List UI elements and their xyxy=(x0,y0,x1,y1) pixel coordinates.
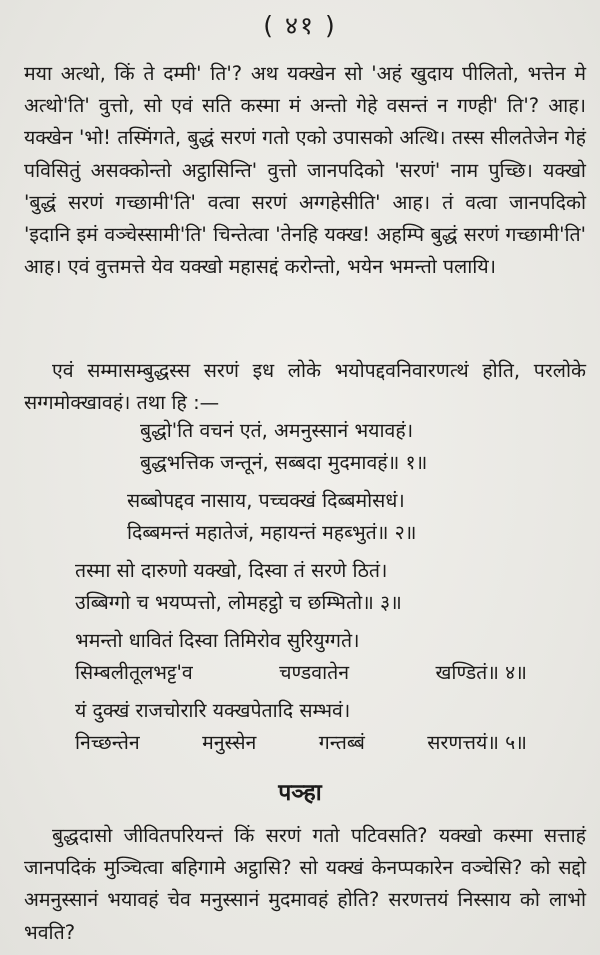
page-number: ( ४१ ) xyxy=(263,11,337,40)
verse-word: सिम्बलीतूलभट्ट'व xyxy=(75,661,193,684)
verse-line-8 xyxy=(75,658,527,688)
verse-line-4: दिब्बमन्तं महातेजं, महायन्तं महब्भुतं॥ २॥ xyxy=(127,521,417,544)
questions-paragraph: बुद्धदासो जीवितपरियन्तं किं सरणं गतो पटिवसति? यक्खो कस्मा सत्ताहं जानपदिकं मुञ्चित्वा बहिगामे अट्ठासि? सो यक्खं केनप्पकारेन वञ्चेसि? को सद्दो अमनुस्सानं भयावहं चेव मनुस्सानं मुदमावहं होति? सरणत्तयं निस्साय को लाभो भवति? xyxy=(24,824,586,944)
section-heading: पञ्हा xyxy=(278,780,322,806)
refuge-paragraph: एवं सम्मासम्बुद्धस्स सरणं इध लोके भयोपद्दवनिवारणत्थं होति, परलोके सग्गमोक्खावहं। तथा हि :— xyxy=(24,359,586,415)
verse-line-3: सब्बोपद्दव नासाय, पच्चक्खं दिब्बमोसधं। xyxy=(127,489,405,512)
story-paragraph: मया अत्थो, किं ते दम्मी' ति'? अथ यक्खेन सो 'अहं खुदाय पीलितो, भत्तेन मे अत्थो'ति' वुत्तो, सो एवं सति कस्मा मं अन्तो गेहे वसन्तं न गण्ही' ति'? आह। यक्खेन 'भो! तस्मिंगते, बुद्धं सरणं गतो एको उपासको अत्थि। तस्स सीलतेजेन गेहं पविसितुं असक्कोन्तो अट्ठासिन्ति' वुत्तो जानपदिको 'सरणं' नाम पुच्छि। यक्खो 'बुद्धं सरणं गच्छामी'ति' वत्वा सरणं अग्गहेसीति' आह। तं वत्वा जानपदिको 'इदानि इमं वञ्चेस्सामी'ति' चिन्तेत्वा 'तेनहि यक्ख! अहम्पि बुद्धं सरणं गच्छामी'ति' आह। एवं वुत्तमत्ते येव यक्खो महासद्दं करोन्तो, भयेन भमन्तो पलायि। xyxy=(24,62,586,279)
verse-line-10 xyxy=(75,728,527,758)
verse-line-5: तस्मा सो दारुणो यक्खो, दिस्वा तं सरणे ठितं। xyxy=(75,559,388,582)
verse-word: सरणत्तयं॥ ५॥ xyxy=(427,731,527,754)
verse-word: चण्डवातेन xyxy=(279,661,350,684)
verse-line-1: बुद्धो'ति वचनं एतं, अमनुस्सानं भयावहं। xyxy=(140,419,414,442)
verse-word: निच्छन्तेन xyxy=(75,731,140,754)
verse-line-9: यं दुक्खं राजचोरारि यक्खपेतादि सम्भवं। xyxy=(75,699,351,722)
verse-word: मनुस्सेन xyxy=(202,731,257,754)
verse-line-2: बुद्धभत्तिक जन्तूनं, सब्बदा मुदमावहं॥ १॥ xyxy=(140,451,428,474)
verse-word: गन्तब्बं xyxy=(318,731,365,754)
verse-line-7: भमन्तो धावितं दिस्वा तिमिरोव सुरियुग्गते। xyxy=(75,629,360,652)
verse-word: खण्डितं॥ ४॥ xyxy=(435,661,527,684)
verse-line-6: उब्बिग्गो च भयप्पत्तो, लोमहट्ठो च छम्भितो॥ ३॥ xyxy=(75,591,402,614)
